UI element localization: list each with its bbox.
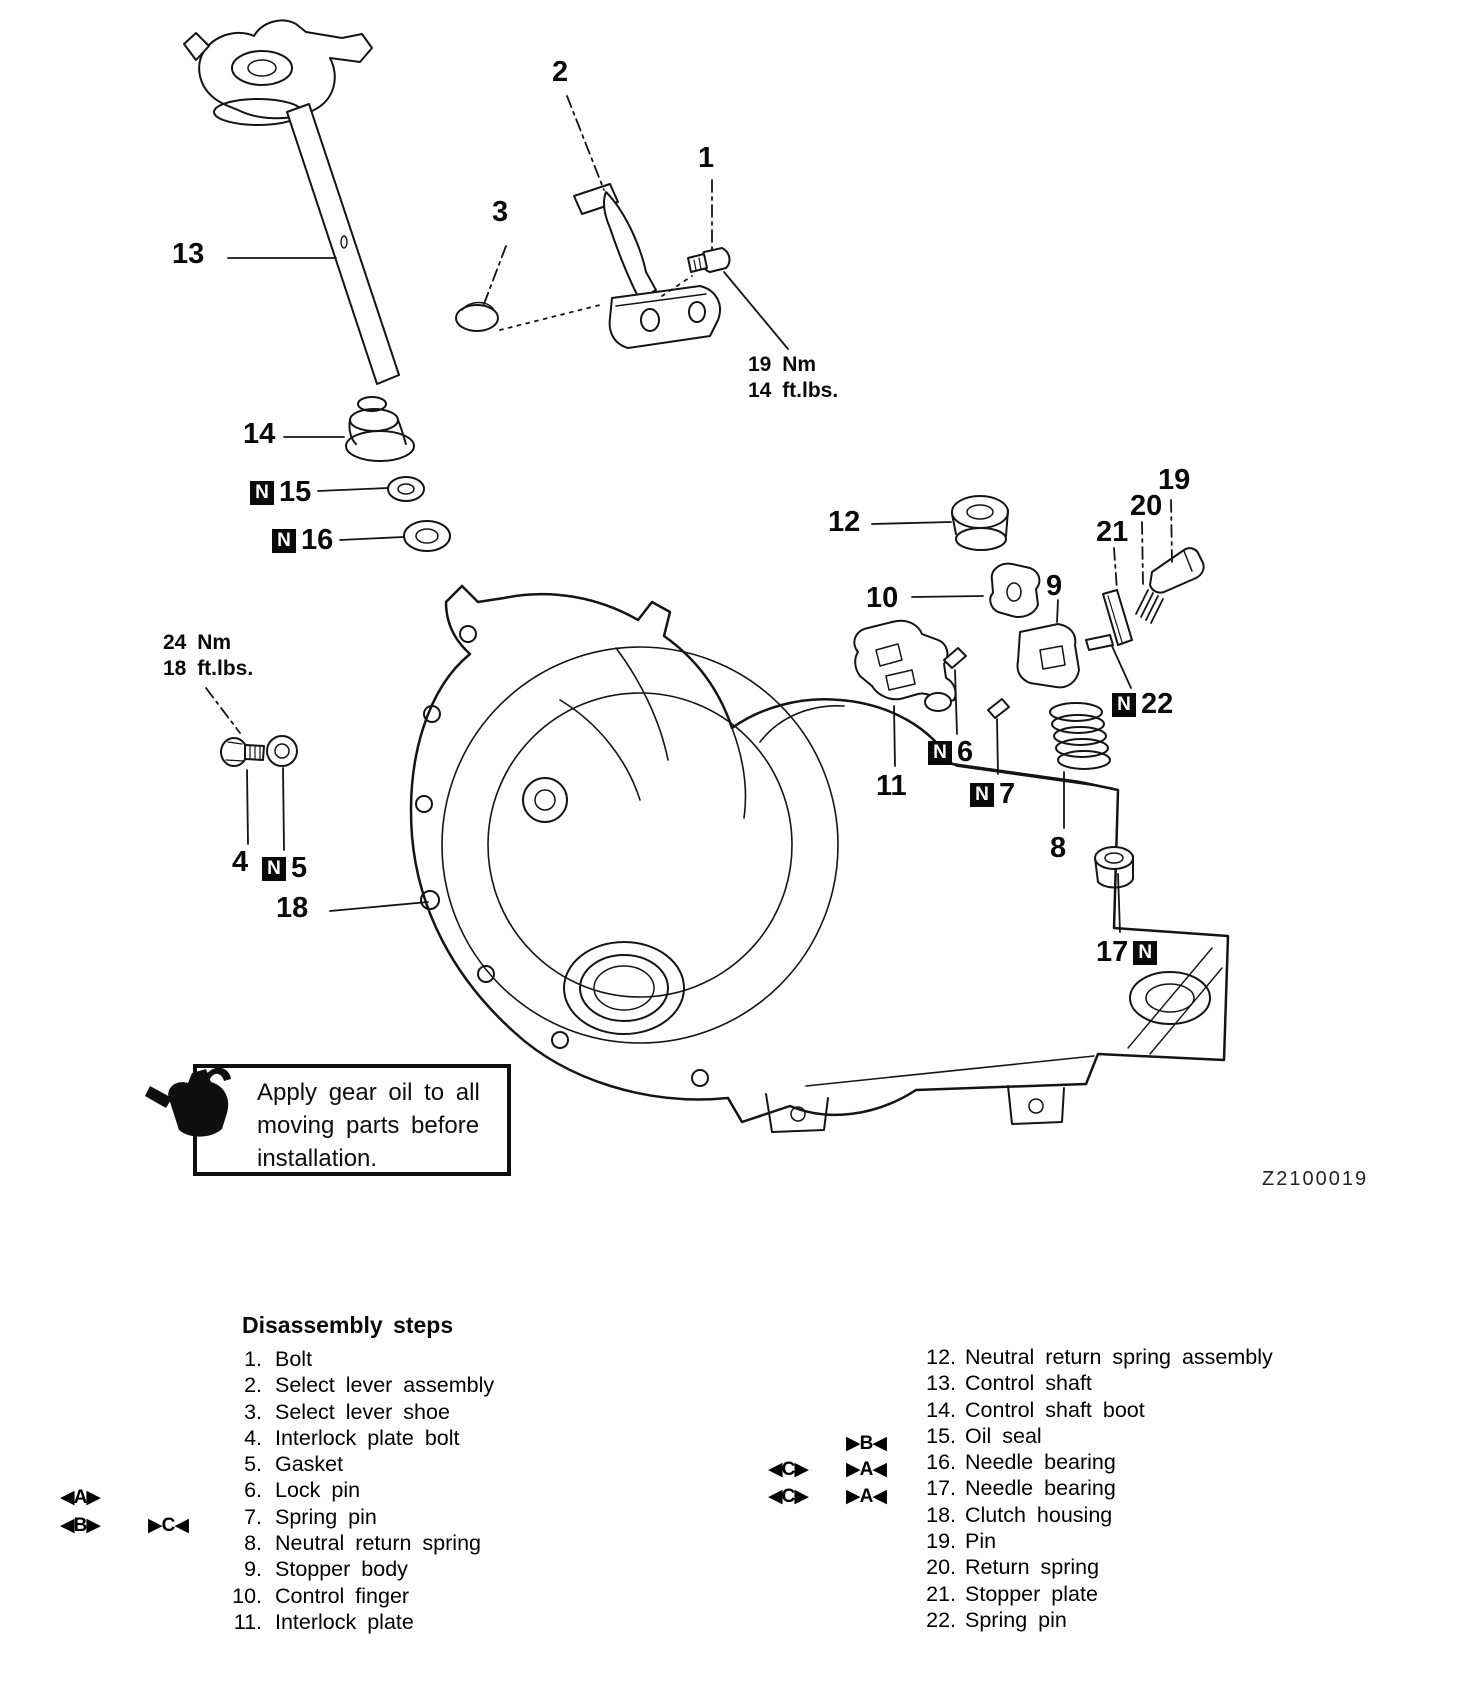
item-name: Stopper body <box>275 1557 408 1582</box>
item-name: Spring pin <box>275 1504 377 1529</box>
n-symbol-7: N <box>970 783 994 807</box>
interlock-bolt-drawing <box>221 736 297 766</box>
callout-13: 13 <box>172 238 205 270</box>
item-name: Interlock plate bolt <box>275 1425 460 1450</box>
item-number: 15. <box>926 1423 956 1448</box>
callout-16 <box>272 526 333 555</box>
item-name: Gasket <box>275 1452 344 1477</box>
callout-16-number: 16 <box>301 524 334 556</box>
item-name: Interlock plate <box>275 1609 414 1634</box>
item-number: 1. <box>244 1347 262 1371</box>
list-item-9 <box>200 1556 494 1582</box>
item-name: Control shaft <box>965 1371 1092 1396</box>
parts-list-heading: Disassembly steps <box>242 1312 454 1338</box>
torque-imperial: 14 ft.lbs. <box>748 379 839 402</box>
callout-5-number: 5 <box>291 852 308 884</box>
list-item-8 <box>200 1530 494 1556</box>
list-item-3 <box>200 1399 494 1425</box>
item-name: Bolt <box>275 1347 313 1371</box>
callout-21: 21 <box>1096 516 1129 548</box>
item-name: Spring pin <box>965 1607 1067 1632</box>
list-item-22 <box>900 1607 1273 1633</box>
direction-marker-c-in: ▶C◀ <box>148 1515 188 1536</box>
item-name: Clutch housing <box>965 1502 1113 1527</box>
item-number: 6. <box>244 1478 262 1503</box>
figure-code: Z2100019 <box>1262 1168 1369 1190</box>
torque-note-interlock-bolt <box>163 630 253 682</box>
list-item-7 <box>200 1504 494 1530</box>
callout-9: 9 <box>1046 570 1063 602</box>
item-number: 12. <box>926 1345 956 1369</box>
item-name: Stopper plate <box>965 1581 1098 1606</box>
item-name: Return spring <box>965 1555 1100 1580</box>
item-number: 13. <box>926 1371 956 1396</box>
direction-marker-a-out: ◀A▶ <box>60 1487 100 1508</box>
item-number: 18. <box>926 1502 956 1527</box>
callout-17-number: 17 <box>1096 936 1129 968</box>
torque-metric: 19 Nm <box>748 353 817 376</box>
callout-6-number: 6 <box>957 736 974 768</box>
list-item-4 <box>200 1425 494 1451</box>
list-item-10 <box>200 1583 494 1609</box>
callout-11: 11 <box>876 770 907 802</box>
item-name: Needle bearing <box>965 1476 1116 1501</box>
list-item-21 <box>900 1581 1273 1607</box>
item-number: 19. <box>926 1529 956 1554</box>
item-number: 9. <box>244 1557 262 1582</box>
callout-15-number: 15 <box>279 476 312 508</box>
boot-and-seals-drawing <box>346 397 450 551</box>
item-name: Oil seal <box>965 1423 1042 1448</box>
item-number: 20. <box>926 1555 956 1580</box>
item-number: 14. <box>926 1397 956 1422</box>
callout-8: 8 <box>1050 832 1067 864</box>
item-name: Neutral return spring assembly <box>965 1345 1273 1369</box>
list-item-11 <box>200 1609 494 1635</box>
callout-22 <box>1112 690 1173 719</box>
item-number: 11. <box>233 1609 262 1634</box>
direction-marker-b-in-15: ▶B◀ <box>846 1433 886 1454</box>
torque-imperial: 18 ft.lbs. <box>163 657 254 680</box>
direction-marker-c-out-16: ◀C▶ <box>768 1459 808 1480</box>
callout-7 <box>970 780 1015 809</box>
item-number: 10. <box>232 1583 262 1608</box>
item-name: Needle bearing <box>965 1450 1116 1475</box>
list-item-12 <box>900 1344 1273 1370</box>
gear-oil-note-box <box>193 1064 511 1176</box>
item-number: 8. <box>244 1531 262 1556</box>
list-item-5 <box>200 1451 494 1477</box>
item-number: 22. <box>926 1607 956 1632</box>
list-item-20 <box>900 1554 1273 1580</box>
list-item-6 <box>200 1477 494 1503</box>
direction-marker-a-in-16: ▶A◀ <box>846 1459 886 1480</box>
list-item-15 <box>900 1423 1273 1449</box>
callout-3: 3 <box>492 196 509 228</box>
callout-2: 2 <box>552 56 569 88</box>
item-number: 5. <box>244 1452 262 1477</box>
n-symbol-17: N <box>1133 941 1157 965</box>
n-symbol-16: N <box>272 529 296 553</box>
gear-oil-note-text <box>257 1076 480 1175</box>
torque-metric: 24 Nm <box>163 631 232 654</box>
n-symbol-5: N <box>262 857 286 881</box>
note-line-2: moving parts before <box>257 1112 480 1139</box>
item-number: 3. <box>244 1399 262 1424</box>
item-name: Pin <box>965 1529 997 1554</box>
note-line-3: installation. <box>257 1145 378 1172</box>
list-item-13 <box>900 1370 1273 1396</box>
list-item-19 <box>900 1528 1273 1554</box>
torque-note-select-lever-bolt <box>748 352 838 404</box>
parts-list-left-column <box>200 1346 494 1635</box>
callout-1: 1 <box>698 142 715 174</box>
item-name: Control shaft boot <box>965 1397 1145 1422</box>
list-item-16 <box>900 1449 1273 1475</box>
list-item-17 <box>900 1475 1273 1501</box>
callout-5 <box>262 854 307 883</box>
item-number: 2. <box>244 1373 262 1398</box>
list-item-18 <box>900 1502 1273 1528</box>
direction-marker-c-out-17: ◀C▶ <box>768 1486 808 1507</box>
parts-list-right-column <box>900 1344 1273 1633</box>
callout-6 <box>928 738 973 767</box>
list-item-14 <box>900 1397 1273 1423</box>
callout-4: 4 <box>232 846 249 878</box>
list-item-1 <box>200 1346 494 1372</box>
direction-marker-b-out: ◀B▶ <box>60 1515 100 1536</box>
item-name: Neutral return spring <box>275 1531 481 1556</box>
direction-marker-a-in-17: ▶A◀ <box>846 1486 886 1507</box>
callout-18: 18 <box>276 892 309 924</box>
n-symbol-15: N <box>250 481 274 505</box>
callout-10: 10 <box>866 582 899 614</box>
callout-12: 12 <box>828 506 861 538</box>
callout-17 <box>1096 938 1157 967</box>
callout-14: 14 <box>243 418 276 450</box>
item-number: 16. <box>926 1450 956 1475</box>
item-number: 4. <box>244 1425 262 1450</box>
callout-20: 20 <box>1130 490 1163 522</box>
n-symbol-6: N <box>928 741 952 765</box>
item-number: 17. <box>926 1476 956 1501</box>
item-name: Select lever shoe <box>275 1399 450 1424</box>
control-shaft-drawing <box>184 20 399 384</box>
callout-19: 19 <box>1158 464 1191 496</box>
item-name: Control finger <box>275 1583 410 1608</box>
list-item-2 <box>200 1372 494 1398</box>
n-symbol-22: N <box>1112 693 1136 717</box>
note-line-1: Apply gear oil to all <box>257 1079 480 1106</box>
item-number: 21. <box>926 1581 956 1606</box>
callout-22-number: 22 <box>1141 688 1174 720</box>
callout-7-number: 7 <box>999 778 1016 810</box>
item-name: Lock pin <box>275 1478 361 1503</box>
callout-15 <box>250 478 311 507</box>
item-name: Select lever assembly <box>275 1373 495 1398</box>
item-number: 7. <box>244 1504 262 1529</box>
